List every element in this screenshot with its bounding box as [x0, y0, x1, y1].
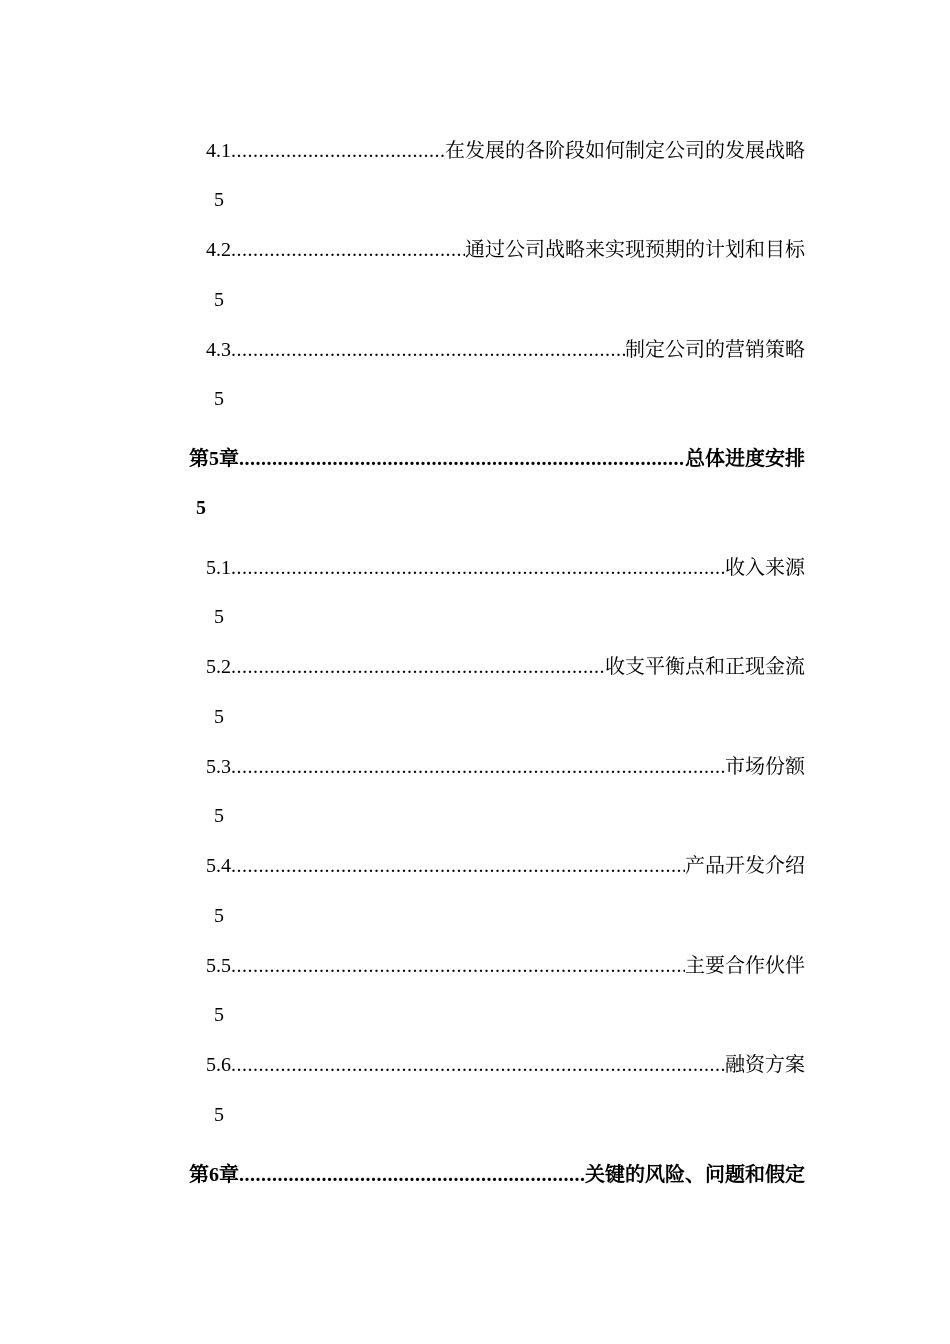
toc-entry-number: 4.3 — [206, 339, 231, 361]
dot-leader — [239, 1161, 585, 1189]
toc-chapter-page: 5 — [196, 497, 206, 519]
dot-leader — [231, 653, 605, 681]
dot-leader — [231, 952, 685, 980]
dot-leader — [231, 236, 465, 264]
toc-entry-number: 5.2 — [206, 656, 231, 678]
toc-entry-number: 4.2 — [206, 239, 231, 261]
toc-entry-title: 制定公司的营销策略 — [625, 339, 805, 361]
toc-entry-title: 产品开发介绍 — [685, 855, 805, 877]
toc-entry-4-1[interactable] — [206, 137, 805, 165]
toc-entry-5-6[interactable] — [206, 1051, 805, 1079]
dot-leader — [231, 852, 685, 880]
toc-entry-page: 5 — [214, 706, 224, 728]
toc-entry-number: 4.1 — [206, 140, 231, 162]
toc-entry-number: 5.6 — [206, 1054, 231, 1076]
toc-entry-5-1[interactable] — [206, 554, 805, 582]
toc-entry-number: 5.1 — [206, 557, 231, 579]
toc-entry-5-2[interactable] — [206, 653, 805, 681]
toc-entry-page: 5 — [214, 289, 224, 311]
dot-leader — [231, 753, 725, 781]
toc-entry-page: 5 — [214, 805, 224, 827]
dot-leader — [239, 445, 685, 473]
toc-chapter-number: 第5章 — [189, 448, 239, 470]
toc-entry-5-3[interactable] — [206, 753, 805, 781]
toc-entry-page: 5 — [214, 388, 224, 410]
toc-entry-title: 主要合作伙伴 — [685, 955, 805, 977]
toc-chapter-number: 第6章 — [189, 1164, 239, 1186]
toc-entry-title: 通过公司战略来实现预期的计划和目标 — [465, 239, 805, 261]
toc-entry-title: 收支平衡点和正现金流 — [605, 656, 805, 678]
toc-chapter-title: 关键的风险、问题和假定 — [585, 1164, 805, 1186]
toc-entry-number: 5.3 — [206, 756, 231, 778]
toc-entry-page: 5 — [214, 1004, 224, 1026]
toc-entry-5-4[interactable] — [206, 852, 805, 880]
toc-entry-title: 在发展的各阶段如何制定公司的发展战略 — [445, 140, 805, 162]
toc-chapter-5[interactable] — [189, 445, 805, 473]
toc-entry-page: 5 — [214, 905, 224, 927]
toc-entry-number: 5.4 — [206, 855, 231, 877]
dot-leader — [231, 336, 625, 364]
toc-chapter-6[interactable] — [189, 1161, 805, 1189]
toc-entry-page: 5 — [214, 1104, 224, 1126]
toc-entry-5-5[interactable] — [206, 952, 805, 980]
dot-leader — [231, 1051, 725, 1079]
toc-chapter-title: 总体进度安排 — [685, 448, 805, 470]
toc-entry-title: 收入来源 — [725, 557, 805, 579]
toc-entry-title: 融资方案 — [725, 1054, 805, 1076]
dot-leader — [231, 137, 445, 165]
toc-entry-page: 5 — [214, 606, 224, 628]
dot-leader — [231, 554, 725, 582]
toc-entry-number: 5.5 — [206, 955, 231, 977]
toc-entry-4-3[interactable] — [206, 336, 805, 364]
toc-entry-4-2[interactable] — [206, 236, 805, 264]
toc-entry-title: 市场份额 — [725, 756, 805, 778]
toc-entry-page: 5 — [214, 189, 224, 211]
